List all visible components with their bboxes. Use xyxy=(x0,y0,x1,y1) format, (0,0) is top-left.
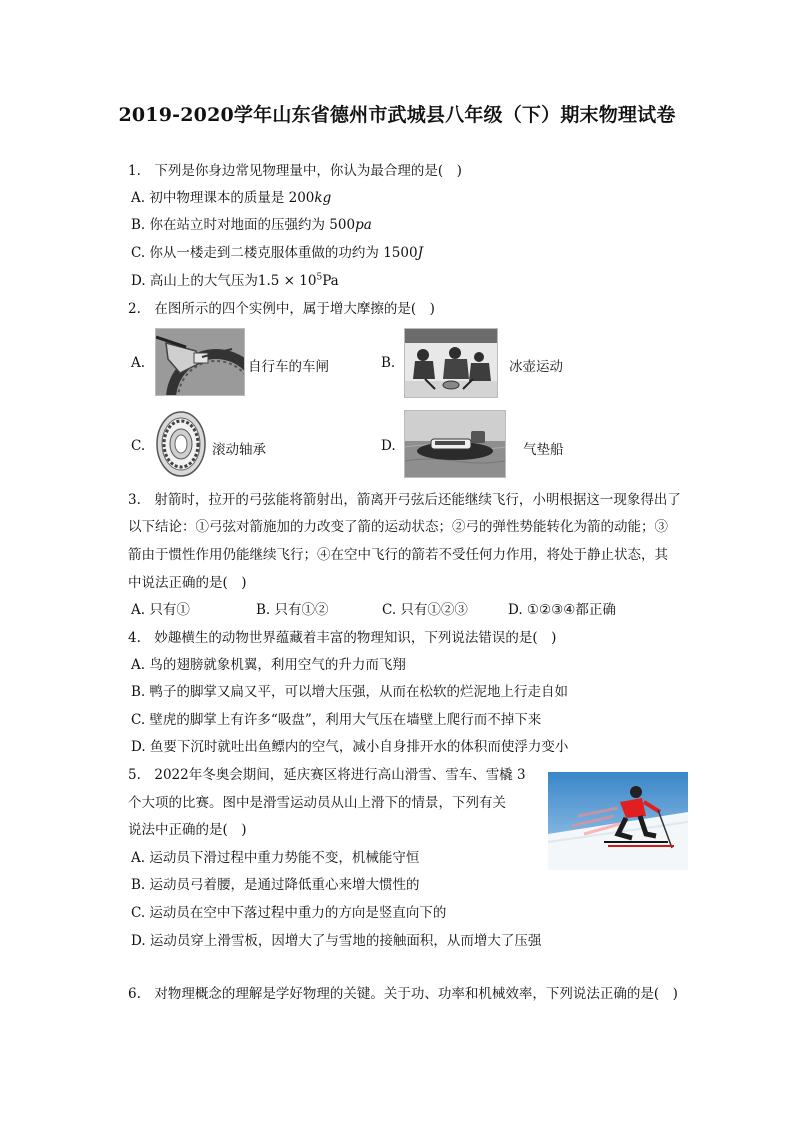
q2-option-c-label: 滚动轴承 xyxy=(212,442,266,458)
q6-stem: 6. 对物理概念的理解是学好物理的关键。关于功、功率和机械效率，下列说法正确的是( ) xyxy=(128,986,678,1002)
q1-option-d-exponent: 5 xyxy=(316,272,323,283)
q5-stem-line-1: 5. 2022年冬奥会期间，延庆赛区将进行高山滑雪、雪车、雪橇 3 xyxy=(128,767,526,783)
q3-stem-line-1: 3. 射箭时，拉开的弓弦能将箭射出，箭离开弓弦后还能继续飞行，小明根据这一现象得出了 xyxy=(128,492,681,508)
q2-option-a-letter: A. xyxy=(131,355,146,371)
q3-stem-line-4: 中说法正确的是( ) xyxy=(128,575,247,591)
q3-option-d: D. ①②③④都正确 xyxy=(508,602,616,618)
q2-option-d-letter: D. xyxy=(381,438,396,454)
q2-stem: 2. 在图所示的四个实例中，属于增大摩擦的是( ) xyxy=(128,301,435,317)
hovercraft-drawing xyxy=(405,411,505,477)
q2-option-d-label: 气垫船 xyxy=(523,442,564,458)
q2-option-a-label: 自行车的车闸 xyxy=(248,359,329,375)
q1-option-c-text: C. 你从一楼走到二楼克服体重做的功约为 1500 xyxy=(131,245,418,261)
q5-option-c: C. 运动员在空中下落过程中重力的方向是竖直向下的 xyxy=(131,905,447,921)
page-title: 2019-2020学年山东省德州市武城县八年级（下）期末物理试卷 xyxy=(118,104,676,126)
q2-option-c-letter: C. xyxy=(131,438,146,454)
q5-stem-line-2: 个大项的比赛。图中是滑雪运动员从山上滑下的情景，下列有关 xyxy=(128,795,506,811)
q3-option-c: C. 只有①②③ xyxy=(382,602,468,618)
q3-option-a: A. 只有① xyxy=(131,602,190,618)
q1-option-c-unit: J xyxy=(417,245,423,261)
skier-image xyxy=(548,772,688,870)
q5-option-a: A. 运动员下滑过程中重力势能不变，机械能守恒 xyxy=(131,850,420,866)
q3-option-b: B. 只有①② xyxy=(256,602,329,618)
q1-stem: 1. 下列是你身边常见物理量中，你认为最合理的是( ) xyxy=(128,163,462,179)
q4-option-d: D. 鱼要下沉时就吐出鱼鳔内的空气，减小自身排开水的体积而使浮力变小 xyxy=(131,739,569,755)
q3-stem-line-2: 以下结论：①弓弦对箭施加的力改变了箭的运动状态；②弓的弹性势能转化为箭的动能；③ xyxy=(128,519,668,535)
q4-option-a: A. 鸟的翅膀就象机翼，利用空气的升力而飞翔 xyxy=(131,657,406,673)
q3-stem-line-3: 箭由于惯性作用仍能继续飞行；④在空中飞行的箭若不受任何力作用，将处于静止状态，其 xyxy=(128,547,668,563)
bicycle-brake-image xyxy=(155,328,245,396)
q1-option-a xyxy=(131,190,331,206)
bearing-drawing xyxy=(155,410,207,478)
curling-image xyxy=(404,328,498,398)
q5-option-b: B. 运动员弓着腰，是通过降低重心来增大惯性的 xyxy=(131,877,420,893)
q1-option-d-text: D. 高山上的大气压为1.5 × 10 xyxy=(131,273,317,289)
q1-option-d xyxy=(131,273,339,289)
q2-option-b-label: 冰壶运动 xyxy=(509,359,563,375)
q1-option-b-unit: pa xyxy=(355,217,372,233)
bearing-image xyxy=(155,410,207,478)
q1-option-b xyxy=(131,217,372,233)
hovercraft-image xyxy=(404,410,506,478)
q1-option-b-text: B. 你在站立时对地面的压强约为 500 xyxy=(131,217,356,233)
q5-option-d: D. 运动员穿上滑雪板，因增大了与雪地的接触面积，从而增大了压强 xyxy=(131,933,542,949)
q1-option-a-unit: kg xyxy=(314,190,332,206)
curling-drawing xyxy=(405,329,497,397)
q4-option-b: B. 鸭子的脚掌又扁又平，可以增大压强，从而在松软的烂泥地上行走自如 xyxy=(131,684,569,700)
q4-option-c: C. 壁虎的脚掌上有许多“吸盘”，利用大气压在墙壁上爬行而不掉下来 xyxy=(131,712,542,728)
q1-option-a-text: A. 初中物理课本的质量是 200 xyxy=(131,190,315,206)
q4-stem: 4. 妙趣横生的动物世界蕴藏着丰富的物理知识，下列说法错误的是( ) xyxy=(128,630,557,646)
q2-option-b-letter: B. xyxy=(381,355,396,371)
q1-option-d-unit: Pa xyxy=(322,273,339,289)
q5-stem-line-3: 说法中正确的是( ) xyxy=(128,822,247,838)
q1-option-c xyxy=(131,245,423,261)
bicycle-brake-drawing xyxy=(156,329,244,395)
skier-drawing xyxy=(548,772,688,870)
